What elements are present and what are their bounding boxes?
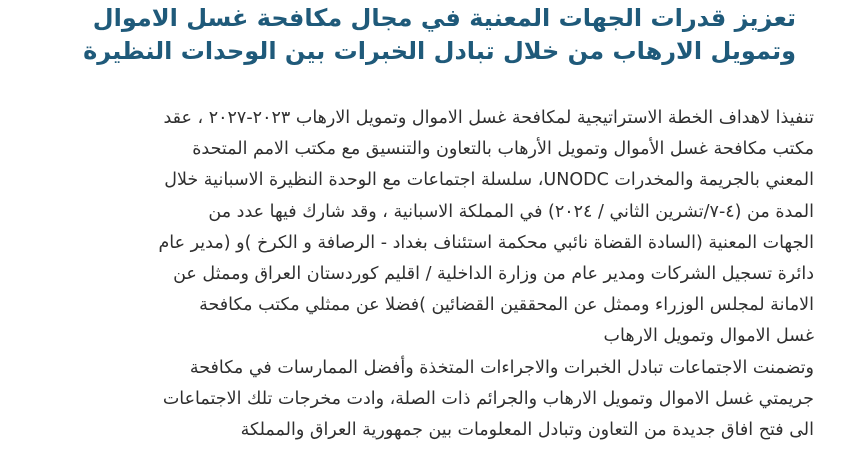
title-line-1: تعزيز قدرات الجهات المعنية في مجال مكافحة غسل الاموال bbox=[92, 4, 796, 32]
body-line: الامانة لمجلس الوزراء وممثل عن المحققين القضائين )فضلا عن ممثلي مكتب مكافحة bbox=[199, 295, 814, 316]
article-body bbox=[34, 103, 814, 446]
body-line: جريمتي غسل الاموال وتمويل الارهاب والجرائم ذات الصلة، وادت مخرجات تلك الاجتماعات bbox=[162, 388, 814, 409]
body-line: مكتب مكافحة غسل الأموال وتمويل الأرهاب بالتعاون والتنسيق مع مكتب الامم المتحدة bbox=[192, 139, 814, 160]
body-line: وتضمنت الاجتماعات تبادل الخبرات والاجراءات المتخذة وأفضل الممارسات في مكافحة bbox=[189, 357, 814, 378]
body-line: غسل الاموال وتمويل الارهاب bbox=[603, 326, 814, 347]
page-title bbox=[36, 2, 796, 68]
body-line: الى فتح افاق جديدة من التعاون وتبادل المعلومات بين جمهورية العراق والمملكة bbox=[240, 419, 814, 440]
body-line: المدة من (٤-٧/تشرين الثاني / ٢٠٢٤) في المملكة الاسبانية ، وقد شارك فيها عدد من bbox=[208, 201, 814, 222]
title-line-2: وتمويل الارهاب من خلال تبادل الخبرات بين الوحدات النظيرة bbox=[83, 37, 796, 65]
body-line: تنفيذا لاهداف الخطة الاستراتيجية لمكافحة غسل الاموال وتمويل الارهاب ٢٠٢٣-٢٠٢٧ ، عقد bbox=[163, 108, 814, 128]
body-line: المعني بالجريمة والمخدرات UNODC، سلسلة اجتماعات مع الوحدة النظيرة الاسبانية خلال bbox=[164, 170, 814, 191]
body-line: الجهات المعنية (السادة القضاة نائبي محكمة استئناف بغداد - الرصافة و الكرخ )و (مدير عام bbox=[158, 232, 814, 253]
body-line: دائرة تسجيل الشركات ومدير عام من وزارة الداخلية / اقليم كوردستان العراق وممثل عن bbox=[173, 263, 814, 284]
